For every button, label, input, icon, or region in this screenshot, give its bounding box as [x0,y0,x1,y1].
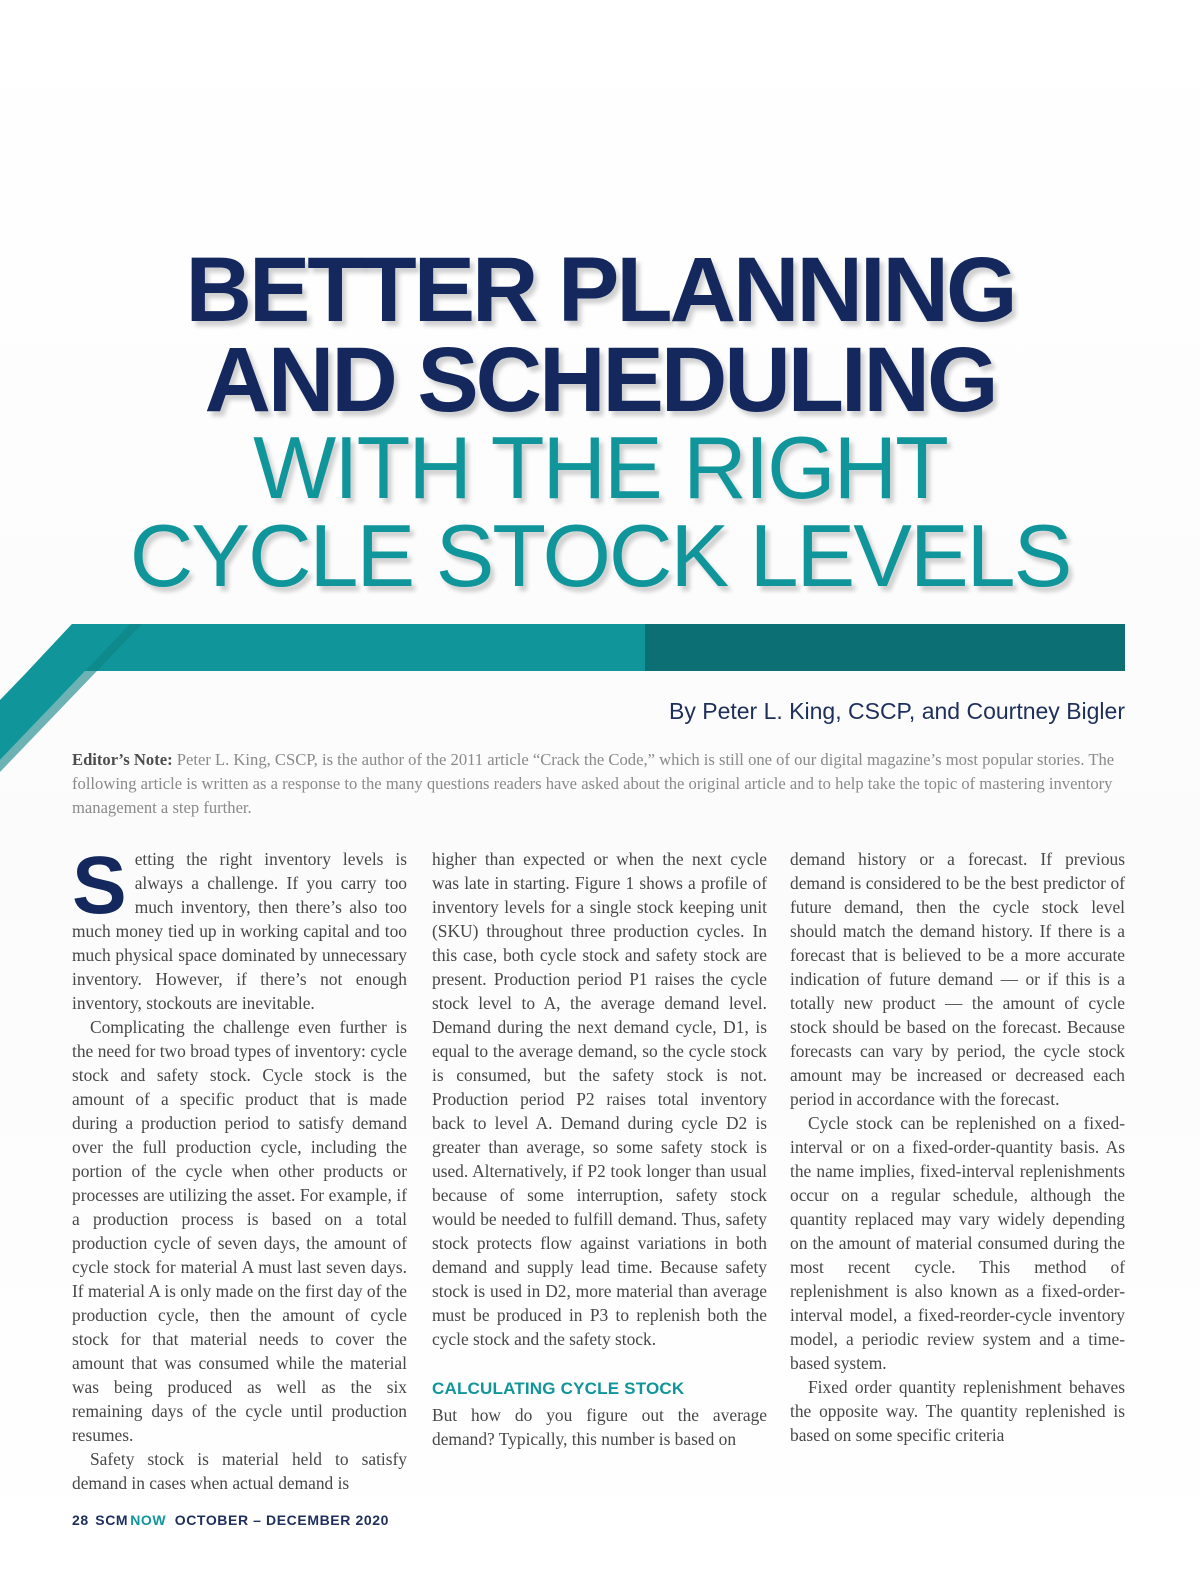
editors-note-lead: Editor’s Note: [72,750,173,769]
headline-line-4: CYCLE STOCK LEVELS [129,506,1071,605]
section-heading: CALCULATING CYCLE STOCK [432,1379,685,1398]
headline-line-3: WITH THE RIGHT [253,418,947,517]
magazine-brand [95,1512,168,1528]
paragraph-5: But how do you figure out the average demand? Typically, this number is based on [432,1405,767,1449]
paragraph-1-text: etting the right inventory levels is always a challenge. If you carry too much inventory, then there’s also too much money tied up in working capital and too much physical space dominated by unnecessary inventory. However, if there’s not enough inventory, stockouts are inevitable. [72,849,407,1013]
article-column-3 [790,847,1125,1447]
headline-line-2: AND SCHEDULING [204,329,996,431]
issue-date: OCTOBER – DECEMBER 2020 [174,1512,389,1528]
page-number: 28 [72,1512,89,1528]
article-column-2 [432,847,767,1451]
editors-note-text: Peter L. King, CSCP, is the author of the 2011 article “Crack the Code,” which is still one of our digital magazine’s most popular stories. The following article is written as a response to the many questions readers have asked about the original article and to help take the topic of mastering inventory management a step further. [72,750,1115,817]
banner-bar-dark [645,624,1125,671]
page-footer [72,1512,391,1528]
brand-now: NOW [130,1512,167,1528]
byline: By Peter L. King, CSCP, and Courtney Bigler [669,698,1125,724]
editors-note [72,748,1126,820]
headline-line-1: BETTER PLANNING [185,239,1015,341]
paragraph-2: Complicating the challenge even further is the need for two broad types of inventory: cycle stock and safety stock. Cycle stock is the amount of a specific product that is made during a production period to satisfy demand over the full production cycle, including the portion of the cycle when other products or processes are utilizing the asset. For example, if a production process is based on a total production cycle of seven days, the amount of cycle stock for material A must last seven days. If material A is only made on the first day of the production cycle, then the amount of cycle stock for that material needs to cover the amount that was consumed while the material was being produced as well as the six remaining days of the cycle until production resumes. [72,1017,407,1445]
article-column-1 [72,840,407,1495]
paragraph-7: Cycle stock can be replenished on a fixed-interval or on a fixed-order-quantity basis. As the name implies, fixed-interval replenishments occur on a regular schedule, although the quantity replaced may vary widely depending on the amount of material consumed during the most recent cycle. This method of replenishment is also known as a fixed-order-interval model, a fixed-reorder-cycle inventory model, a periodic review system and a time-based system. [790,1113,1125,1373]
paragraph-8: Fixed order quantity replenishment behaves the opposite way. The quantity replenished is based on some specific criteria [790,1377,1125,1445]
paragraph-6: demand history or a forecast. If previous demand is considered to be the best predictor of future demand, then the cycle stock level should match the demand history. If there is a forecast that is believed to be a more accurate indication of future demand — or if this is a totally new product — the amount of cycle stock should be based on the forecast. Because forecasts can vary by period, the cycle stock amount may be increased or decreased each period in accordance with the forecast. [790,849,1125,1109]
paragraph-1 [72,840,407,1015]
drop-cap: S [72,840,127,931]
paragraph-3: Safety stock is material held to satisfy demand in cases when actual demand is [72,1449,407,1493]
paragraph-4: higher than expected or when the next cycle was late in starting. Figure 1 shows a profile of inventory levels for a single stock keeping unit (SKU) throughout three production cycles. In this case, both cycle stock and safety stock are present. Production period P1 raises the cycle stock level to A, the average demand level. Demand during the next demand cycle, D1, is equal to the average demand, so the cycle stock is consumed, but the safety stock is not. Production period P2 raises total inventory back to level A. Demand during cycle D2 is greater than average, so some safety stock is used. Alternatively, if P2 took longer than usual because of some interruption, safety stock would be needed to fulfill demand. Thus, safety stock protects flow against variations in both demand and supply lead time. Because safety stock is used in D2, more material than average must be produced in P3 to replenish both the cycle stock and the safety stock. [432,849,767,1349]
brand-scm: SCM [95,1512,129,1528]
